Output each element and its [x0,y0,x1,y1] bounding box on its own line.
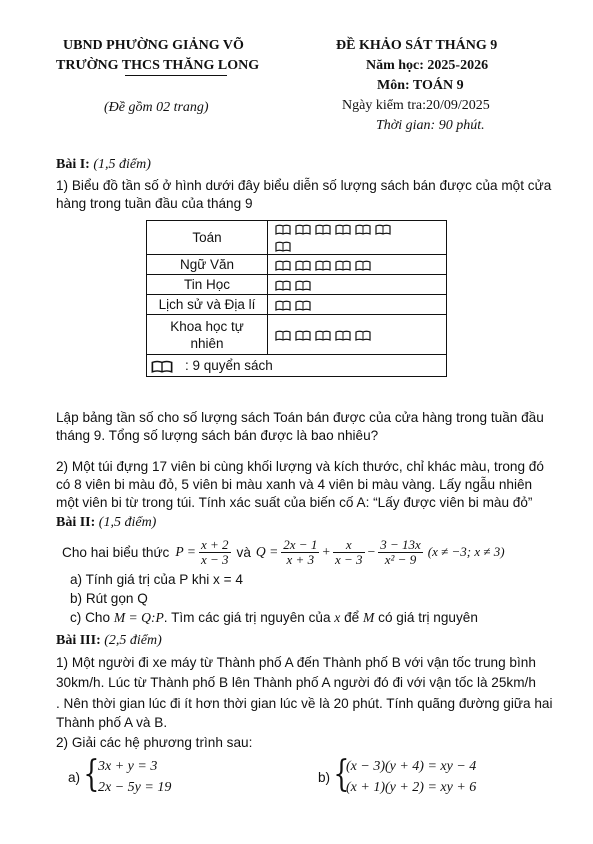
school-name: TRƯỜNG THCS THĂNG LONG [56,58,260,73]
book-icon [335,224,351,235]
q-term3 [378,538,423,567]
book-icon [151,360,173,373]
school-year: Năm học: 2025-2026 [366,58,489,73]
subject: Môn: TOÁN 9 [377,78,464,93]
bai1-task-line1: Lập bảng tần số cho số lượng sách Toán bán được của cửa hàng trong tuần đầu [56,410,544,425]
sys-a-eq2: 2x − 5y = 19 [98,780,172,795]
row-label-line1: Khoa học tự [170,318,244,334]
pictograph-key-row [147,355,447,377]
bai3-heading [56,633,162,649]
p-lhs: P = [175,544,196,559]
pictograph-row-lich-su [147,295,447,315]
q-term2-num: x [333,538,365,553]
sys-b-eq1: (x − 3)(y + 4) = xy − 4 [346,759,477,774]
pictograph-row-toan [147,221,447,255]
plus-sign: + [322,544,330,559]
ward-name: UBND PHƯỜNG GIẢNG VÕ [63,38,244,53]
row-icons [268,275,447,295]
bai1-title: Bài I: [56,157,90,172]
bai3-q1-line1: 1) Một người đi xe máy từ Thành phố A đến Thành phố B với vận tốc trung bình [56,655,536,670]
book-icon [355,224,371,235]
book-icon [295,224,311,235]
book-icon [275,260,291,271]
book-icon [295,260,311,271]
book-pictograph [146,220,447,377]
and-word: và [236,544,251,560]
row-icons [268,221,447,255]
book-icon [335,260,351,271]
bai2-c-m: M [363,610,375,625]
bai2-c-end: có giá trị nguyên [378,610,478,625]
book-icon [295,280,311,291]
pictograph-row-khoa-hoc [147,315,447,355]
row-label: Ngữ Văn [147,255,268,275]
q-term1-num: 2x − 1 [283,536,318,552]
pictograph-row-tin-hoc [147,275,447,295]
bai2-c-x: x [334,610,341,625]
book-icon [275,224,291,235]
key-label: : 9 quyển sách [185,358,273,373]
book-icon [275,241,291,252]
exam-date: Ngày kiểm tra:20/09/2025 [342,98,490,113]
book-icon [295,330,311,341]
bai2-c-expr: M = Q:P [113,610,164,625]
bai2-b: b) Rút gọn Q [70,591,148,606]
bai1-q2-line2: có 8 viên bi màu đỏ, 5 viên bi màu xanh và 4 viên bi màu vàng. Lấy ngẫu nhiên [56,477,533,492]
bai3-q2: 2) Giải các hệ phương trình sau: [56,735,253,750]
q-term2-den: x − 3 [335,551,363,567]
book-icon [335,330,351,341]
bai1-q1-line2: hàng trong tuần đầu của tháng 9 [56,196,253,211]
bai2-intro: Cho hai biểu thức [62,544,170,560]
bai1-points: (1,5 điểm) [93,157,151,172]
q-lhs: Q = [255,544,279,559]
book-icon [275,280,291,291]
school-underline [125,75,227,76]
sys-b-label: b) [318,770,331,785]
bai3-q1-line2: 30km/h. Lúc từ Thành phố B lên Thành phố A người đó đi với vận tốc là 25km/h [56,675,536,690]
bai3-points: (2,5 điểm) [104,633,162,648]
book-icon [315,330,331,341]
q-term1-den: x + 3 [286,551,315,567]
row-label-line2: nhiên [190,335,224,351]
bai2-c-pre: c) Cho [70,610,111,625]
book-icon [275,300,291,311]
row-icons [268,315,447,355]
book-icon [315,260,331,271]
p-denominator: x − 3 [200,551,229,567]
row-label [147,315,268,355]
book-icon [275,330,291,341]
q-term3-den: x² − 9 [384,551,417,567]
bai3-q1-line4: Thành phố A và B. [56,715,168,730]
row-label: Toán [147,221,268,255]
book-icon [315,224,331,235]
bai2-c-post: . Tìm các giá trị nguyên của [163,610,331,625]
p-fraction [199,538,231,567]
pictograph-row-ngu-van [147,255,447,275]
pages-note: (Đề gồm 02 trang) [104,100,209,115]
book-icon [355,330,371,341]
minus-sign: − [367,544,376,559]
book-icon [295,300,311,311]
bai2-expressions [62,534,505,570]
bai2-heading [56,515,156,531]
bai1-heading [56,157,151,173]
bai3-q1-line3: . Nên thời gian lúc đi ít hơn thời gian lúc về là 20 phút. Tính quãng đường giữa hai [56,696,553,711]
pictograph-key [147,355,447,377]
bai1-task-line2: tháng 9. Tổng số lượng sách bán được là bao nhiêu? [56,428,379,443]
book-icon [375,224,391,235]
sys-a-brace: { [83,754,100,795]
sys-b-brace: { [333,754,350,795]
bai2-a: a) Tính giá trị của P khi x = 4 [70,572,243,587]
bai2-title: Bài II: [56,515,96,530]
p-numerator: x + 2 [200,536,229,552]
book-icon [355,260,371,271]
bai2-c [70,610,478,626]
q-term1 [281,538,319,567]
duration: Thời gian: 90 phút. [376,118,485,133]
sys-b-eq2: (x + 1)(y + 2) = xy + 6 [346,780,477,795]
row-label: Lịch sử và Địa lí [147,295,268,315]
bai2-points: (1,5 điểm) [98,515,157,530]
bai1-q1-line1: 1) Biểu đồ tần số ở hình dưới đây biểu diễn số lượng sách bán được của một cửa [56,178,552,193]
row-icons [268,295,447,315]
bai1-q2-line3: một viên bi từ trong túi. Tính xác suất của biến cố A: “Lấy được viên bi màu đỏ” [56,495,533,510]
bai1-q2-line1: 2) Một túi đựng 17 viên bi cùng khối lượng và kích thước, chỉ khác màu, trong đó [56,459,544,474]
sys-a-label: a) [68,770,81,785]
bai2-c-de: để [344,610,360,625]
sys-a-eq1: 3x + y = 3 [98,759,158,774]
row-label: Tin Học [147,275,268,295]
q-term3-num: 3 − 13x [380,536,421,552]
bai3-title: Bài III: [56,633,101,648]
row-icons [268,255,447,275]
exam-title: ĐỀ KHẢO SÁT THÁNG 9 [336,38,498,53]
q-term2 [333,538,365,567]
condition: (x ≠ −3; x ≠ 3) [427,544,505,559]
